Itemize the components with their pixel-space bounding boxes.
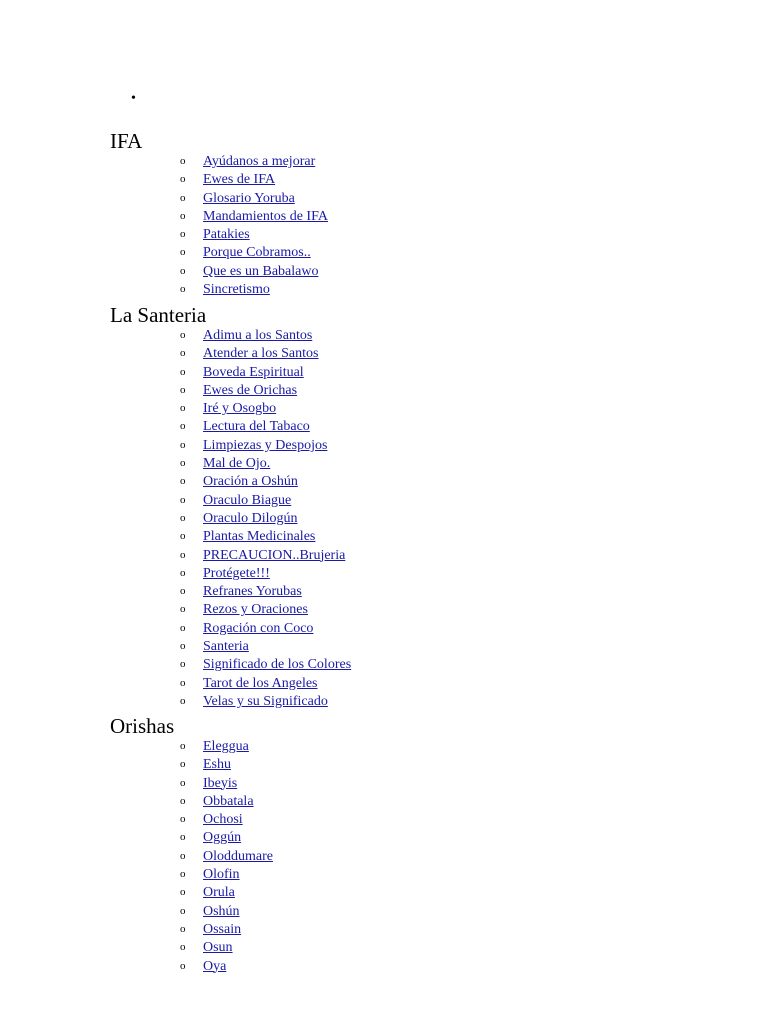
circle-bullet: o — [180, 621, 186, 634]
nav-link[interactable]: Patakies — [203, 227, 250, 243]
circle-bullet: o — [180, 585, 186, 598]
circle-bullet: o — [180, 694, 186, 707]
nav-link[interactable]: Orula — [203, 885, 235, 901]
section-title-ifa: IFA — [110, 129, 143, 153]
circle-bullet: o — [180, 365, 186, 378]
list-item — [110, 829, 710, 847]
nav-link[interactable]: Santeria — [203, 639, 249, 655]
circle-bullet: o — [180, 209, 186, 222]
list-item — [110, 775, 710, 793]
list-item — [110, 455, 710, 473]
circle-bullet: o — [180, 676, 186, 689]
circle-bullet: o — [180, 420, 186, 433]
circle-bullet: o — [180, 191, 186, 204]
circle-bullet: o — [180, 904, 186, 917]
circle-bullet: o — [180, 347, 186, 360]
circle-bullet: o — [180, 402, 186, 415]
list-item — [110, 547, 710, 565]
section-ifa — [110, 129, 710, 299]
circle-bullet: o — [180, 264, 186, 277]
section-orishas — [110, 714, 710, 976]
circle-bullet: o — [180, 941, 186, 954]
circle-bullet: o — [180, 438, 186, 451]
list-item — [110, 675, 710, 693]
nav-link[interactable]: Ibeyis — [203, 775, 238, 791]
nav-link[interactable]: Ossain — [203, 921, 242, 937]
nav-link[interactable]: Que es un Babalawo — [203, 263, 319, 279]
nav-link[interactable]: Olofin — [203, 867, 240, 883]
circle-bullet: o — [180, 566, 186, 579]
list-item — [110, 364, 710, 382]
nav-link[interactable]: Mal de Ojo. — [203, 456, 271, 472]
list-item — [110, 638, 710, 656]
list-item — [110, 958, 710, 976]
circle-bullet: o — [180, 758, 186, 771]
top-bullet: • — [131, 91, 136, 106]
circle-bullet: o — [180, 228, 186, 241]
list-item — [110, 382, 710, 400]
circle-bullet: o — [180, 283, 186, 296]
nav-link[interactable]: Refranes Yorubas — [203, 584, 302, 600]
link-list-ifa — [110, 153, 710, 299]
section-la-santeria — [110, 303, 710, 711]
list-item — [110, 756, 710, 774]
nav-link[interactable]: Oggún — [203, 830, 242, 846]
list-item — [110, 327, 710, 345]
link-list-la-santeria — [110, 327, 710, 711]
nav-link[interactable]: Sincretismo — [203, 282, 270, 298]
list-item — [110, 528, 710, 546]
circle-bullet: o — [180, 640, 186, 653]
list-item — [110, 903, 710, 921]
nav-link[interactable]: Eshu — [203, 757, 231, 773]
list-item — [110, 153, 710, 171]
list-item — [110, 510, 710, 528]
link-list-orishas — [110, 738, 710, 976]
list-item — [110, 492, 710, 510]
list-item — [110, 281, 710, 299]
nav-link[interactable]: Ayúdanos a mejorar — [203, 154, 316, 169]
nav-link[interactable]: Eleggua — [203, 739, 249, 754]
nav-link[interactable]: Tarot de los Angeles — [203, 675, 318, 691]
nav-link[interactable]: Velas y su Significado — [203, 693, 328, 709]
list-item — [110, 811, 710, 829]
list-item — [110, 656, 710, 674]
list-item — [110, 190, 710, 208]
section-title-orishas: Orishas — [110, 714, 175, 738]
circle-bullet: o — [180, 831, 186, 844]
list-item — [110, 939, 710, 957]
circle-bullet: o — [180, 603, 186, 616]
nav-link[interactable]: Protégete!!! — [203, 565, 270, 581]
nav-link[interactable]: Plantas Medicinales — [203, 529, 316, 545]
nav-link[interactable]: Rezos y Oraciones — [203, 602, 308, 618]
circle-bullet: o — [180, 457, 186, 470]
list-item — [110, 208, 710, 226]
nav-link[interactable]: Atender a los Santos — [203, 346, 319, 362]
nav-link[interactable]: PRECAUCION..Brujeria — [203, 547, 346, 563]
circle-bullet: o — [180, 493, 186, 506]
nav-link[interactable]: Significado de los Colores — [203, 657, 352, 673]
circle-bullet: o — [180, 959, 186, 972]
nav-link[interactable]: Oraculo Biague — [203, 492, 292, 508]
circle-bullet: o — [180, 922, 186, 935]
circle-bullet: o — [180, 886, 186, 899]
nav-link[interactable]: Porque Cobramos.. — [203, 245, 311, 261]
circle-bullet: o — [180, 776, 186, 789]
circle-bullet: o — [180, 530, 186, 543]
circle-bullet: o — [180, 511, 186, 524]
circle-bullet: o — [180, 155, 186, 167]
nav-link[interactable]: Oshún — [203, 903, 240, 919]
nav-link[interactable]: Ochosi — [203, 812, 243, 828]
nav-link[interactable]: Ewes de IFA — [203, 172, 276, 188]
list-item — [110, 345, 710, 363]
circle-bullet: o — [180, 849, 186, 862]
list-item — [110, 565, 710, 583]
list-item — [110, 793, 710, 811]
list-item — [110, 601, 710, 619]
circle-bullet: o — [180, 329, 186, 341]
circle-bullet: o — [180, 383, 186, 396]
list-item — [110, 226, 710, 244]
nav-link[interactable]: Oraculo Dilogún — [203, 510, 298, 526]
circle-bullet: o — [180, 173, 186, 186]
circle-bullet: o — [180, 548, 186, 561]
nav-link[interactable]: Oración a Oshún — [203, 474, 298, 490]
nav-link[interactable]: Rogación con Coco — [203, 620, 314, 636]
list-item — [110, 884, 710, 902]
nav-link[interactable]: Lectura del Tabaco — [203, 419, 310, 435]
circle-bullet: o — [180, 794, 186, 807]
circle-bullet: o — [180, 475, 186, 488]
nav-link[interactable]: Ewes de Orichas — [203, 382, 298, 398]
list-item — [110, 400, 710, 418]
nav-link[interactable]: Boveda Espiritual — [203, 364, 304, 380]
list-item — [110, 473, 710, 491]
nav-link[interactable]: Adimu a los Santos — [203, 328, 313, 343]
list-item — [110, 171, 710, 189]
circle-bullet: o — [180, 658, 186, 671]
list-item — [110, 620, 710, 638]
list-item — [110, 583, 710, 601]
nav-link[interactable]: Oya — [203, 958, 227, 974]
nav-link[interactable]: Obbatala — [203, 793, 254, 809]
circle-bullet: o — [180, 813, 186, 826]
nav-link[interactable]: Oloddumare — [203, 848, 273, 864]
circle-bullet: o — [180, 246, 186, 259]
nav-link[interactable]: Limpiezas y Despojos — [203, 437, 328, 453]
list-item — [110, 437, 710, 455]
list-item — [110, 848, 710, 866]
list-item — [110, 263, 710, 281]
nav-link[interactable]: Iré y Osogbo — [203, 401, 277, 417]
nav-link[interactable]: Mandamientos de IFA — [203, 208, 328, 224]
list-item — [110, 244, 710, 262]
list-item — [110, 418, 710, 436]
circle-bullet: o — [180, 740, 186, 752]
list-item — [110, 693, 710, 711]
nav-link[interactable]: Glosario Yoruba — [203, 190, 295, 206]
list-item — [110, 866, 710, 884]
circle-bullet: o — [180, 868, 186, 881]
section-title-la-santeria: La Santeria — [110, 303, 207, 327]
list-item — [110, 921, 710, 939]
list-item — [110, 738, 710, 756]
nav-link[interactable]: Osun — [203, 940, 233, 956]
